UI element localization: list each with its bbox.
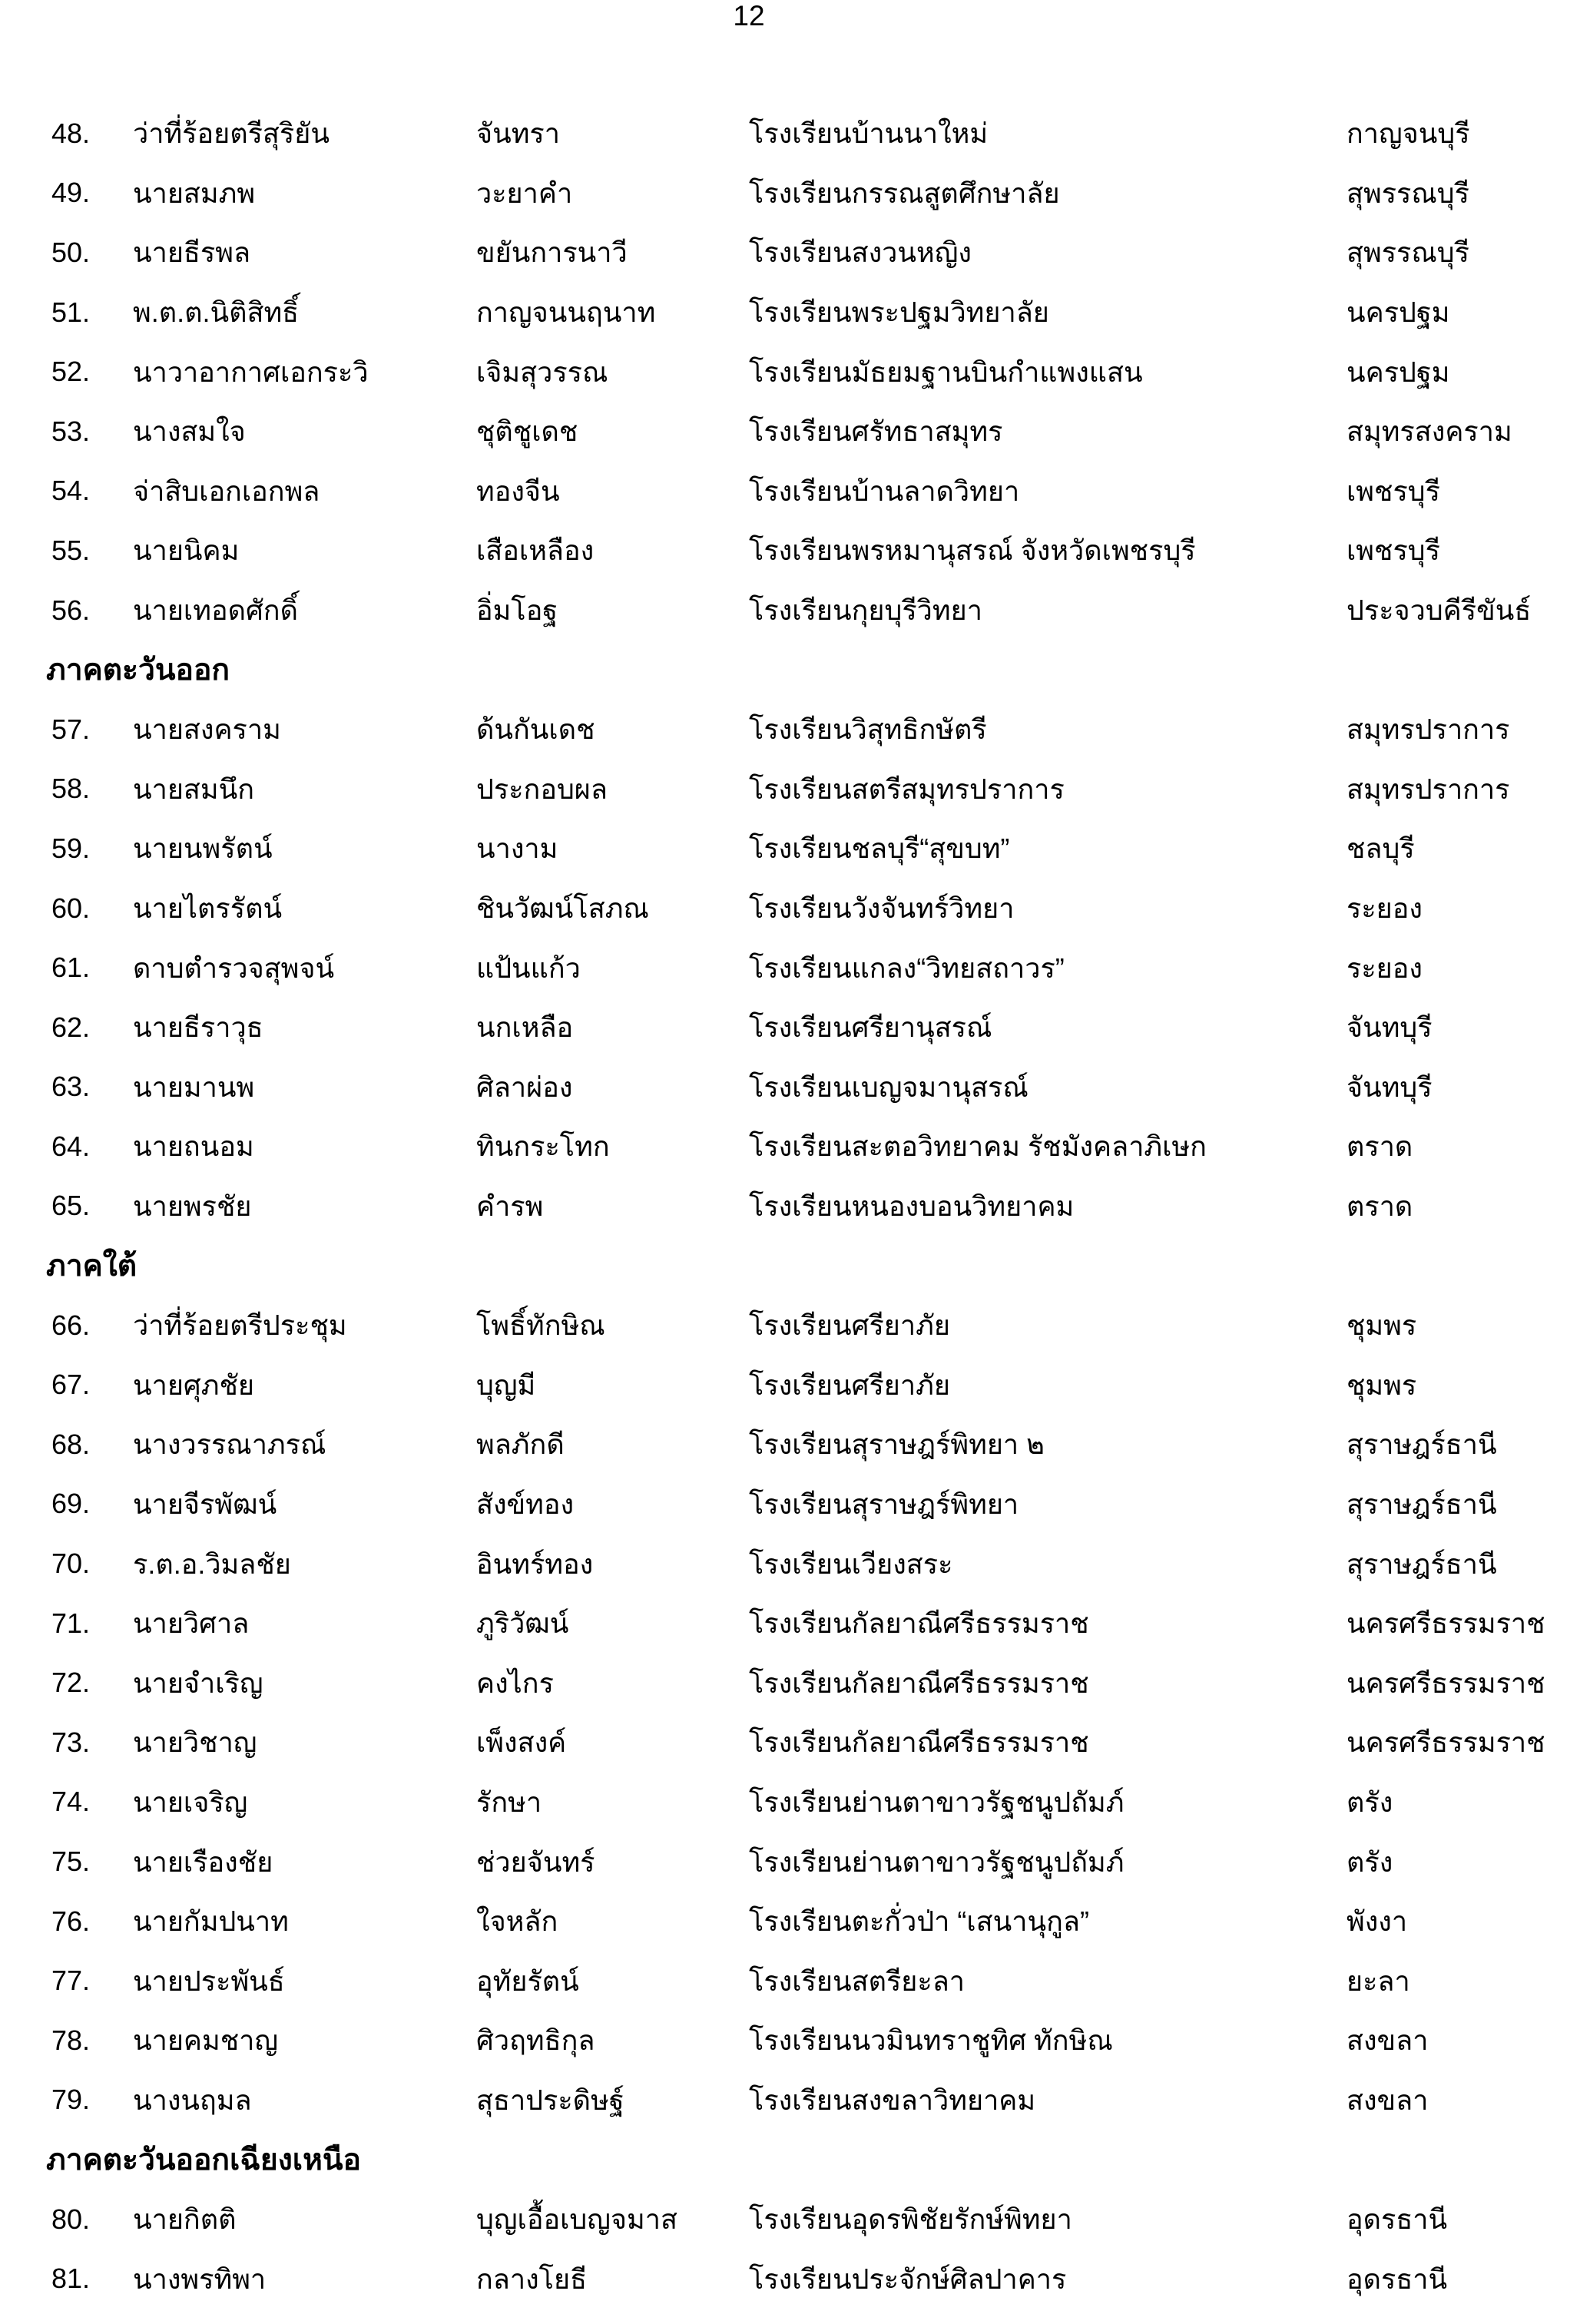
row-number: 76. bbox=[51, 1905, 91, 1937]
row-number: 72. bbox=[51, 1667, 91, 1699]
table-row bbox=[0, 1951, 1580, 2011]
row-number: 70. bbox=[51, 1548, 91, 1580]
table-row bbox=[0, 879, 1580, 939]
first-name: นายสมนึก bbox=[133, 773, 255, 805]
first-name: นายคมชาญ bbox=[133, 2024, 279, 2057]
table-row bbox=[0, 2011, 1580, 2071]
last-name: แป้นแก้ว bbox=[476, 952, 581, 984]
table-row bbox=[0, 2071, 1580, 2130]
first-name: นายจีรพัฒน์ bbox=[133, 1488, 277, 1520]
row-number: 81. bbox=[51, 2263, 91, 2295]
row-number: 78. bbox=[51, 2024, 91, 2056]
province-name: สุพรรณบุรี bbox=[1346, 237, 1469, 269]
province-name: สุพรรณบุรี bbox=[1346, 177, 1469, 209]
last-name: นางาม bbox=[476, 833, 558, 865]
school-name: โรงเรียนย่านตาขาวรัฐชนูปถัมภ์ bbox=[749, 1786, 1125, 1818]
first-name: นางนฤมล bbox=[133, 2084, 252, 2116]
row-number: 65. bbox=[51, 1190, 91, 1222]
row-number: 63. bbox=[51, 1071, 91, 1103]
province-name: อุดรธานี bbox=[1346, 2263, 1448, 2295]
row-number: 57. bbox=[51, 713, 91, 745]
last-name: เจิมสุวรรณ bbox=[476, 356, 608, 388]
table-row bbox=[0, 1058, 1580, 1117]
province-name: ระยอง bbox=[1346, 952, 1423, 984]
school-name: โรงเรียนศรียาภัย bbox=[749, 1369, 950, 1401]
table-row bbox=[0, 1117, 1580, 1177]
last-name: คงไกร bbox=[476, 1667, 554, 1699]
province-name: ชุมพร bbox=[1346, 1369, 1417, 1401]
last-name: ด้นกันเดช bbox=[476, 713, 595, 746]
school-name: โรงเรียนชลบุรี“สุขบท” bbox=[749, 833, 1010, 865]
last-name: ชินวัฒน์โสภณ bbox=[476, 892, 649, 925]
table-row bbox=[0, 521, 1580, 581]
last-name: ขยันการนาวี bbox=[476, 237, 628, 269]
table-row bbox=[0, 1594, 1580, 1654]
first-name: นาวาอากาศเอกระวิ bbox=[133, 356, 369, 388]
first-name: นายมานพ bbox=[133, 1071, 255, 1103]
last-name: จันทรา bbox=[476, 118, 560, 150]
section-header: ภาคใต้ bbox=[46, 1250, 137, 1283]
table-row bbox=[0, 2249, 1580, 2309]
table-row bbox=[0, 283, 1580, 343]
province-name: สุราษฎร์ธานี bbox=[1346, 1548, 1497, 1580]
province-name: สุราษฎร์ธานี bbox=[1346, 1488, 1497, 1520]
province-name: เพชรบุรี bbox=[1346, 475, 1440, 507]
last-name: ใจหลัก bbox=[476, 1905, 558, 1938]
last-name: รักษา bbox=[476, 1786, 542, 1818]
school-name: โรงเรียนเบญจมานุสรณ์ bbox=[749, 1071, 1028, 1103]
province-name: สมุทรปราการ bbox=[1346, 773, 1510, 805]
last-name: กาญจนนฤนาท bbox=[476, 296, 656, 329]
province-name: อุดรธานี bbox=[1346, 2203, 1448, 2236]
table-row bbox=[0, 760, 1580, 819]
province-name: นครปฐม bbox=[1346, 296, 1450, 329]
province-name: สมุทรปราการ bbox=[1346, 713, 1510, 746]
school-name: โรงเรียนสตรียะลา bbox=[749, 1965, 965, 1997]
row-number: 75. bbox=[51, 1846, 91, 1878]
first-name: นายศุภชัย bbox=[133, 1369, 255, 1401]
row-number: 49. bbox=[51, 177, 91, 209]
section-header: ภาคตะวันออก bbox=[46, 654, 230, 687]
table-row bbox=[0, 1355, 1580, 1415]
row-number: 56. bbox=[51, 594, 91, 626]
first-name: นายธีรพล bbox=[133, 237, 251, 269]
school-name: โรงเรียนสุราษฎร์พิทยา bbox=[749, 1488, 1019, 1520]
table-row bbox=[0, 1832, 1580, 1892]
row-number: 58. bbox=[51, 773, 91, 805]
province-name: พังงา bbox=[1346, 1905, 1408, 1938]
first-name: นายธีราวุธ bbox=[133, 1011, 263, 1044]
province-name: สงขลา bbox=[1346, 2084, 1429, 2116]
school-name: โรงเรียนกัลยาณีศรีธรรมราช bbox=[749, 1726, 1089, 1759]
first-name: นางวรรณาภรณ์ bbox=[133, 1428, 326, 1461]
first-name: ดาบตำรวจสุพจน์ bbox=[133, 952, 335, 984]
school-name: โรงเรียนบ้านนาใหม่ bbox=[749, 118, 989, 150]
school-name: โรงเรียนพระปฐมวิทยาลัย bbox=[749, 296, 1049, 329]
province-name: ตรัง bbox=[1346, 1786, 1393, 1818]
row-number: 54. bbox=[51, 475, 91, 507]
last-name: ศิวฤทธิกุล bbox=[476, 2024, 595, 2057]
table-row bbox=[0, 1475, 1580, 1534]
school-name: โรงเรียนพรหมานุสรณ์ จังหวัดเพชรบุรี bbox=[749, 535, 1196, 567]
last-name: ศิลาผ่อง bbox=[476, 1071, 573, 1103]
first-name: นายถนอม bbox=[133, 1131, 254, 1163]
last-name: โพธิ์ทักษิณ bbox=[476, 1309, 605, 1342]
row-number: 67. bbox=[51, 1369, 91, 1401]
province-name: ตรัง bbox=[1346, 1846, 1393, 1878]
school-name: โรงเรียนนวมินทราชูทิศ ทักษิณ bbox=[749, 2024, 1113, 2057]
row-number: 69. bbox=[51, 1488, 91, 1520]
row-number: 62. bbox=[51, 1011, 91, 1043]
row-number: 71. bbox=[51, 1607, 91, 1639]
province-name: นครศรีธรรมราช bbox=[1346, 1726, 1545, 1759]
last-name: บุญมี bbox=[476, 1369, 536, 1401]
last-name: สังข์ทอง bbox=[476, 1488, 575, 1520]
table-row bbox=[0, 1415, 1580, 1475]
school-name: โรงเรียนบ้านลาดวิทยา bbox=[749, 475, 1020, 507]
first-name: นางสมใจ bbox=[133, 415, 246, 448]
table-row bbox=[0, 581, 1580, 641]
first-name: ว่าที่ร้อยตรีสุริยัน bbox=[133, 118, 330, 150]
roster-table bbox=[0, 104, 1580, 2309]
row-number: 80. bbox=[51, 2203, 91, 2235]
school-name: โรงเรียนศรียาภัย bbox=[749, 1309, 950, 1342]
table-row bbox=[0, 1177, 1580, 1236]
school-name: โรงเรียนอุดรพิชัยรักษ์พิทยา bbox=[749, 2203, 1072, 2236]
school-name: โรงเรียนแกลง“วิทยสถาวร” bbox=[749, 952, 1065, 984]
school-name: โรงเรียนตะกั่วป่า “เสนานุกูล” bbox=[749, 1905, 1089, 1938]
last-name: กลางโยธี bbox=[476, 2263, 588, 2295]
school-name: โรงเรียนสะตอวิทยาคม รัชมังคลาภิเษก bbox=[749, 1131, 1207, 1163]
first-name: นายสมภพ bbox=[133, 177, 256, 209]
school-name: โรงเรียนวังจันทร์วิทยา bbox=[749, 892, 1015, 925]
school-name: โรงเรียนกัลยาณีศรีธรรมราช bbox=[749, 1607, 1089, 1640]
table-row bbox=[0, 1534, 1580, 1594]
row-number: 48. bbox=[51, 117, 91, 149]
province-name: สุราษฎร์ธานี bbox=[1346, 1428, 1497, 1461]
school-name: โรงเรียนหนองบอนวิทยาคม bbox=[749, 1190, 1075, 1222]
row-number: 59. bbox=[51, 832, 91, 864]
first-name: นายเจริญ bbox=[133, 1786, 248, 1818]
row-number: 68. bbox=[51, 1428, 91, 1460]
last-name: ทินกระโทก bbox=[476, 1131, 610, 1163]
table-row bbox=[0, 462, 1580, 521]
province-name: ประจวบคีรีขันธ์ bbox=[1346, 594, 1532, 627]
table-row bbox=[0, 1296, 1580, 1356]
school-name: โรงเรียนสงขลาวิทยาคม bbox=[749, 2084, 1036, 2116]
first-name: นายกัมปนาท bbox=[133, 1905, 289, 1938]
first-name: นายนิคม bbox=[133, 535, 240, 567]
province-name: กาญจนบุรี bbox=[1346, 118, 1470, 150]
province-name: ยะลา bbox=[1346, 1965, 1410, 1997]
row-number: 73. bbox=[51, 1726, 91, 1758]
first-name: นายพรชัย bbox=[133, 1190, 252, 1222]
school-name: โรงเรียนย่านตาขาวรัฐชนูปถัมภ์ bbox=[749, 1846, 1125, 1878]
school-name: โรงเรียนกัลยาณีศรีธรรมราช bbox=[749, 1667, 1089, 1699]
first-name: นายไตรรัตน์ bbox=[133, 892, 283, 925]
page-number: 12 bbox=[733, 0, 765, 31]
last-name: ทองจีน bbox=[476, 475, 560, 507]
first-name: นายสงคราม bbox=[133, 713, 281, 746]
section-header: ภาคตะวันออกเฉียงเหนือ bbox=[46, 2143, 361, 2177]
school-name: โรงเรียนวิสุทธิกษัตรี bbox=[749, 713, 987, 746]
last-name: เพ็งสงค์ bbox=[476, 1726, 567, 1759]
province-name: จันทบุรี bbox=[1346, 1011, 1433, 1044]
table-row bbox=[0, 998, 1580, 1058]
school-name: โรงเรียนศรียานุสรณ์ bbox=[749, 1011, 992, 1044]
last-name: อินทร์ทอง bbox=[476, 1548, 594, 1580]
last-name: พลภักดี bbox=[476, 1428, 565, 1461]
table-row bbox=[0, 402, 1580, 462]
last-name: อิ่มโอฐ bbox=[476, 594, 558, 627]
province-name: ตราด bbox=[1346, 1190, 1413, 1222]
table-row bbox=[0, 1653, 1580, 1713]
last-name: นกเหลือ bbox=[476, 1011, 574, 1044]
first-name: ว่าที่ร้อยตรีประชุม bbox=[133, 1309, 347, 1342]
last-name: วะยาคำ bbox=[476, 177, 573, 209]
first-name: ร.ต.อ.วิมลชัย bbox=[133, 1548, 291, 1580]
table-row bbox=[0, 1892, 1580, 1952]
table-row bbox=[0, 104, 1580, 164]
row-number: 64. bbox=[51, 1130, 91, 1162]
first-name: นายนพรัตน์ bbox=[133, 833, 273, 865]
school-name: โรงเรียนสงวนหญิง bbox=[749, 237, 972, 269]
table-row bbox=[0, 342, 1580, 402]
row-number: 77. bbox=[51, 1965, 91, 1997]
first-name: นายกิตติ bbox=[133, 2203, 237, 2236]
table-row bbox=[0, 1773, 1580, 1832]
row-number: 74. bbox=[51, 1786, 91, 1818]
school-name: โรงเรียนศรัทธาสมุทร bbox=[749, 415, 1003, 448]
table-row bbox=[0, 938, 1580, 998]
row-number: 60. bbox=[51, 892, 91, 924]
row-number: 55. bbox=[51, 534, 91, 566]
province-name: ตราด bbox=[1346, 1131, 1413, 1163]
school-name: โรงเรียนสตรีสมุทรปราการ bbox=[749, 773, 1065, 805]
table-row bbox=[0, 2190, 1580, 2250]
province-name: ระยอง bbox=[1346, 892, 1423, 925]
first-name: พ.ต.ต.นิติสิทธิ์ bbox=[133, 296, 300, 329]
province-name: ชลบุรี bbox=[1346, 833, 1415, 865]
row-number: 79. bbox=[51, 2084, 91, 2116]
table-row bbox=[0, 1713, 1580, 1773]
province-name: นครศรีธรรมราช bbox=[1346, 1607, 1545, 1640]
last-name: ภูริวัฒน์ bbox=[476, 1607, 569, 1640]
first-name: นายเรืองชัย bbox=[133, 1846, 273, 1878]
school-name: โรงเรียนประจักษ์ศิลปาคาร bbox=[749, 2263, 1067, 2295]
last-name: คำรพ bbox=[476, 1190, 544, 1222]
row-number: 52. bbox=[51, 356, 91, 388]
province-name: ชุมพร bbox=[1346, 1309, 1417, 1342]
province-name: จันทบุรี bbox=[1346, 1071, 1433, 1103]
province-name: เพชรบุรี bbox=[1346, 535, 1440, 567]
province-name: สงขลา bbox=[1346, 2024, 1429, 2057]
row-number: 61. bbox=[51, 952, 91, 984]
row-number: 50. bbox=[51, 236, 91, 268]
first-name: นายเทอดศักดิ์ bbox=[133, 594, 298, 627]
school-name: โรงเรียนมัธยมฐานบินกำแพงแสน bbox=[749, 356, 1143, 388]
last-name: ชุติชูเดช bbox=[476, 415, 578, 448]
school-name: โรงเรียนเวียงสระ bbox=[749, 1548, 953, 1580]
row-number: 66. bbox=[51, 1309, 91, 1341]
first-name: จ่าสิบเอกเอกพล bbox=[133, 475, 320, 507]
first-name: นายประพันธ์ bbox=[133, 1965, 285, 1997]
first-name: นางพรทิพา bbox=[133, 2263, 267, 2295]
school-name: โรงเรียนสุราษฎร์พิทยา ๒ bbox=[749, 1428, 1045, 1461]
province-name: สมุทรสงคราม bbox=[1346, 415, 1512, 448]
row-number: 53. bbox=[51, 415, 91, 447]
last-name: สุธาประดิษฐ์ bbox=[476, 2084, 624, 2116]
first-name: นายจำเริญ bbox=[133, 1667, 263, 1699]
table-row bbox=[0, 819, 1580, 879]
first-name: นายวิศาล bbox=[133, 1607, 250, 1640]
last-name: อุทัยรัตน์ bbox=[476, 1965, 579, 1997]
last-name: เสือเหลือง bbox=[476, 535, 595, 567]
province-name: นครปฐม bbox=[1346, 356, 1450, 388]
last-name: ประกอบผล bbox=[476, 773, 608, 805]
table-row bbox=[0, 164, 1580, 223]
row-number: 51. bbox=[51, 296, 91, 328]
province-name: นครศรีธรรมราช bbox=[1346, 1667, 1545, 1699]
table-row bbox=[0, 700, 1580, 760]
last-name: ช่วยจันทร์ bbox=[476, 1846, 595, 1878]
last-name: บุญเอื้อเบญจมาส bbox=[476, 2203, 677, 2236]
school-name: โรงเรียนกุยบุรีวิทยา bbox=[749, 594, 982, 627]
first-name: นายวิชาญ bbox=[133, 1726, 257, 1759]
table-row bbox=[0, 223, 1580, 283]
school-name: โรงเรียนกรรณสูตศึกษาลัย bbox=[749, 177, 1060, 209]
